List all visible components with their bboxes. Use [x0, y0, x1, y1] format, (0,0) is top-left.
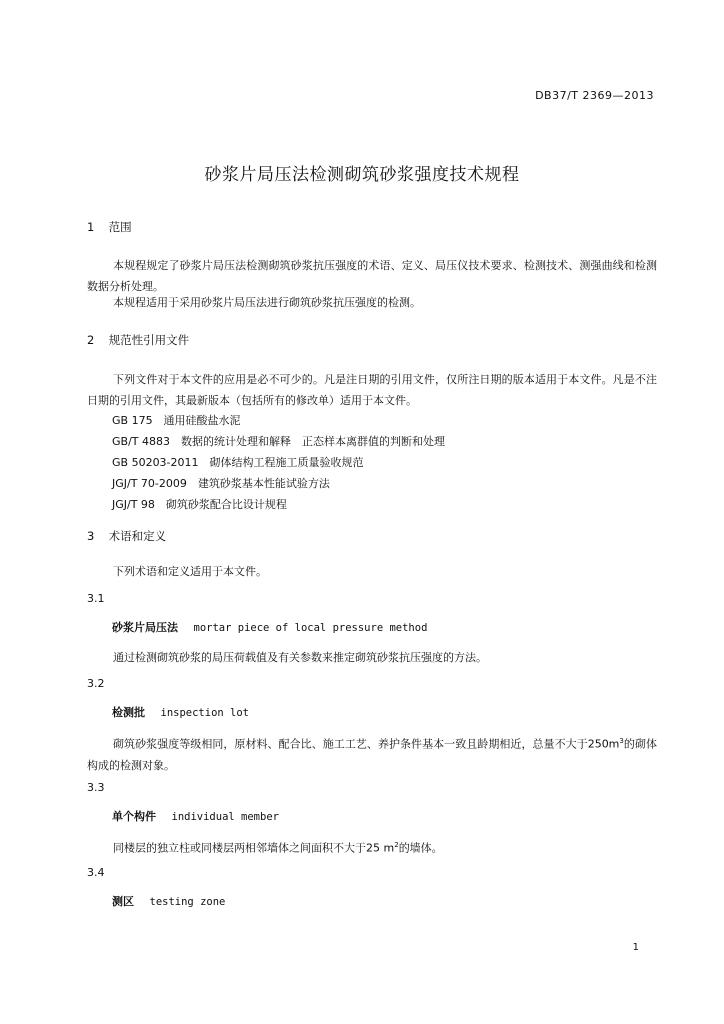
definition-text: 同楼层的独立柱或同楼层两相邻墙体之间面积不大于25 m — [113, 841, 395, 855]
reference-item: JGJ/T 70-2009 建筑砂浆基本性能试验方法 — [112, 477, 330, 490]
section-number: 3 — [87, 529, 95, 543]
term-definition — [87, 835, 657, 859]
term-heading — [112, 619, 427, 635]
section-number: 1 — [87, 220, 95, 234]
term-en: mortar piece of local pressure method — [193, 622, 428, 634]
term-zh: 砂浆片局压法 — [112, 621, 178, 634]
reference-item: GB 50203-2011 砌体结构工程施工质量验收规范 — [112, 456, 364, 469]
term-en: individual member — [171, 811, 279, 823]
term-number: 3.4 — [87, 866, 105, 879]
section-3-intro: 下列术语和定义适用于本文件。 — [113, 565, 267, 578]
term-definition: 通过检测砌筑砂浆的局压荷载值及有关参数来推定砌筑砂浆抗压强度的方法。 — [113, 651, 487, 664]
term-zh: 测区 — [112, 895, 134, 908]
definition-text: 砌筑砂浆强度等级相同，原材料、配合比、施工工艺、养护条件基本一致且龄期相近，总量不大于250m — [113, 737, 620, 751]
section-2-paragraph-1: 下列文件对于本文件的应用是必不可少的。凡是注日期的引用文件，仅所注日期的版本适用于本文件。凡是不注日期的引用文件，其最新版本（包括所有的修改单）适用于本文件。 — [87, 373, 657, 407]
definition-tail: 的砌体构成的检测对象。 — [87, 737, 657, 772]
section-1-paragraph-2: 本规程适用于采用砂浆片局压法进行砌筑砂浆抗压强度的检测。 — [113, 296, 421, 309]
section-1-paragraph-1: 本规程规定了砂浆片局压法检测砌筑砂浆抗压强度的术语、定义、局压仪技术要求、检测技术、测强曲线和检测数据分析处理。 — [87, 259, 657, 293]
term-number: 3.2 — [87, 677, 105, 690]
page-number: 1 — [632, 942, 639, 953]
section-3-heading — [87, 528, 166, 544]
term-heading — [112, 704, 249, 720]
term-number: 3.1 — [87, 592, 105, 605]
definition-tail: 的墙体。 — [398, 841, 443, 855]
term-heading — [112, 893, 225, 909]
section-2-heading — [87, 332, 189, 348]
reference-item: GB/T 4883 数据的统计处理和解释 正态样本离群值的判断和处理 — [112, 435, 445, 448]
superscript: 3 — [619, 737, 624, 745]
term-number: 3.3 — [87, 781, 105, 794]
term-en: testing zone — [149, 896, 226, 908]
section-number: 2 — [87, 333, 95, 347]
section-title: 范围 — [108, 220, 132, 234]
reference-item: JGJ/T 98 砌筑砂浆配合比设计规程 — [112, 498, 287, 511]
section-1-heading — [87, 219, 132, 235]
section-title: 术语和定义 — [108, 529, 167, 543]
document-title: 砂浆片局压法检测砌筑砂浆强度技术规程 — [204, 165, 520, 185]
term-zh: 单个构件 — [112, 810, 156, 823]
reference-item: GB 175 通用硅酸盐水泥 — [112, 414, 241, 427]
term-en: inspection lot — [160, 707, 250, 719]
term-definition — [87, 731, 657, 776]
standard-code: DB37/T 2369—2013 — [535, 89, 654, 102]
term-heading — [112, 808, 279, 824]
superscript: 2 — [394, 841, 399, 849]
section-title: 规范性引用文件 — [108, 333, 190, 347]
term-zh: 检测批 — [112, 706, 145, 719]
